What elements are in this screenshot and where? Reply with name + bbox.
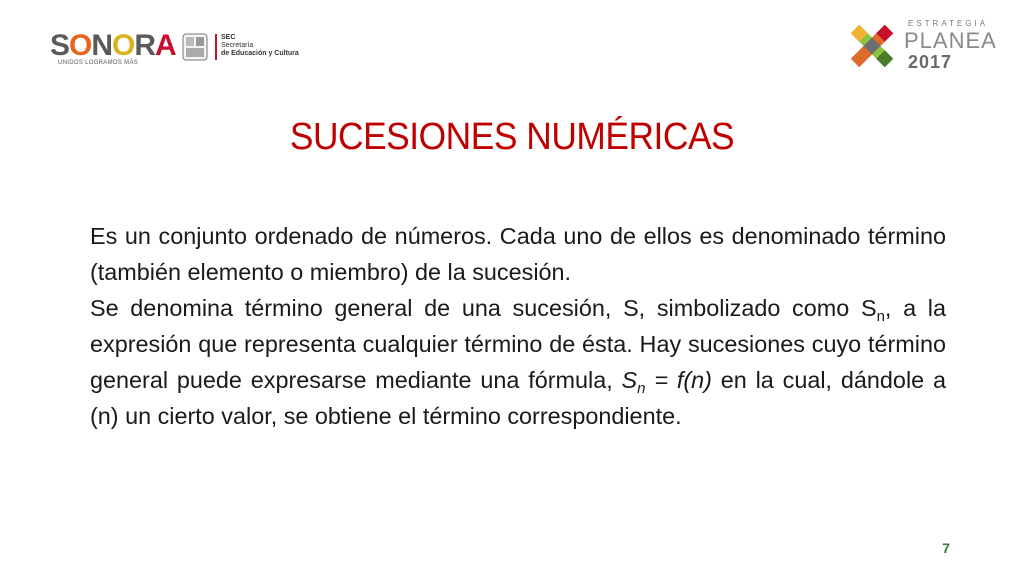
state-seal-icon (182, 33, 208, 61)
formula-s: S (621, 367, 638, 393)
sec-acronym: SEC (221, 34, 236, 41)
sonora-wordmark: SONORA (50, 29, 176, 62)
sec-divider (215, 34, 217, 60)
planea-estrategia: ESTRATEGIA (908, 19, 989, 28)
general-term-text-2: , a la expresión que representa cualquier término de ésta. Hay sucesiones cuyo término general puede expresarse mediante una fórmula, (90, 295, 947, 393)
slide-title: SUCESIONES NUMÉRICAS (289, 116, 735, 158)
planea-year: 2017 (908, 52, 953, 72)
formula-subscript-n: n (637, 380, 646, 397)
general-term-text-3: en la cual, dándole a (n) un cierto valor, se obtiene el término correspondiente. (90, 367, 946, 429)
general-term-text-1: Se denomina término general de una sucesión, S, simbolizado como S (90, 295, 877, 321)
sonora-logo (50, 30, 174, 70)
planea-logo (846, 16, 997, 76)
sonora-tagline: UNIDOS LOGRAMOS MÁS (58, 60, 139, 66)
page-number: 7 (942, 540, 950, 556)
planea-mark-icon (846, 20, 898, 72)
subscript-n: n (876, 308, 885, 325)
planea-name: PLANEA (904, 28, 997, 53)
sec-logo (182, 33, 312, 63)
sec-line-educacion: de Educación y Cultura (221, 50, 299, 57)
sec-line-secretaria: Secretaría (221, 42, 254, 49)
formula-fn: = f(n) (645, 367, 712, 393)
slide-body (90, 218, 946, 434)
paragraph-general-term (90, 290, 946, 434)
paragraph-definition: Es un conjunto ordenado de números. Cada uno de ellos es denominado término (también elemento o miembro) de la sucesión. (90, 223, 946, 285)
sec-text (221, 34, 299, 58)
